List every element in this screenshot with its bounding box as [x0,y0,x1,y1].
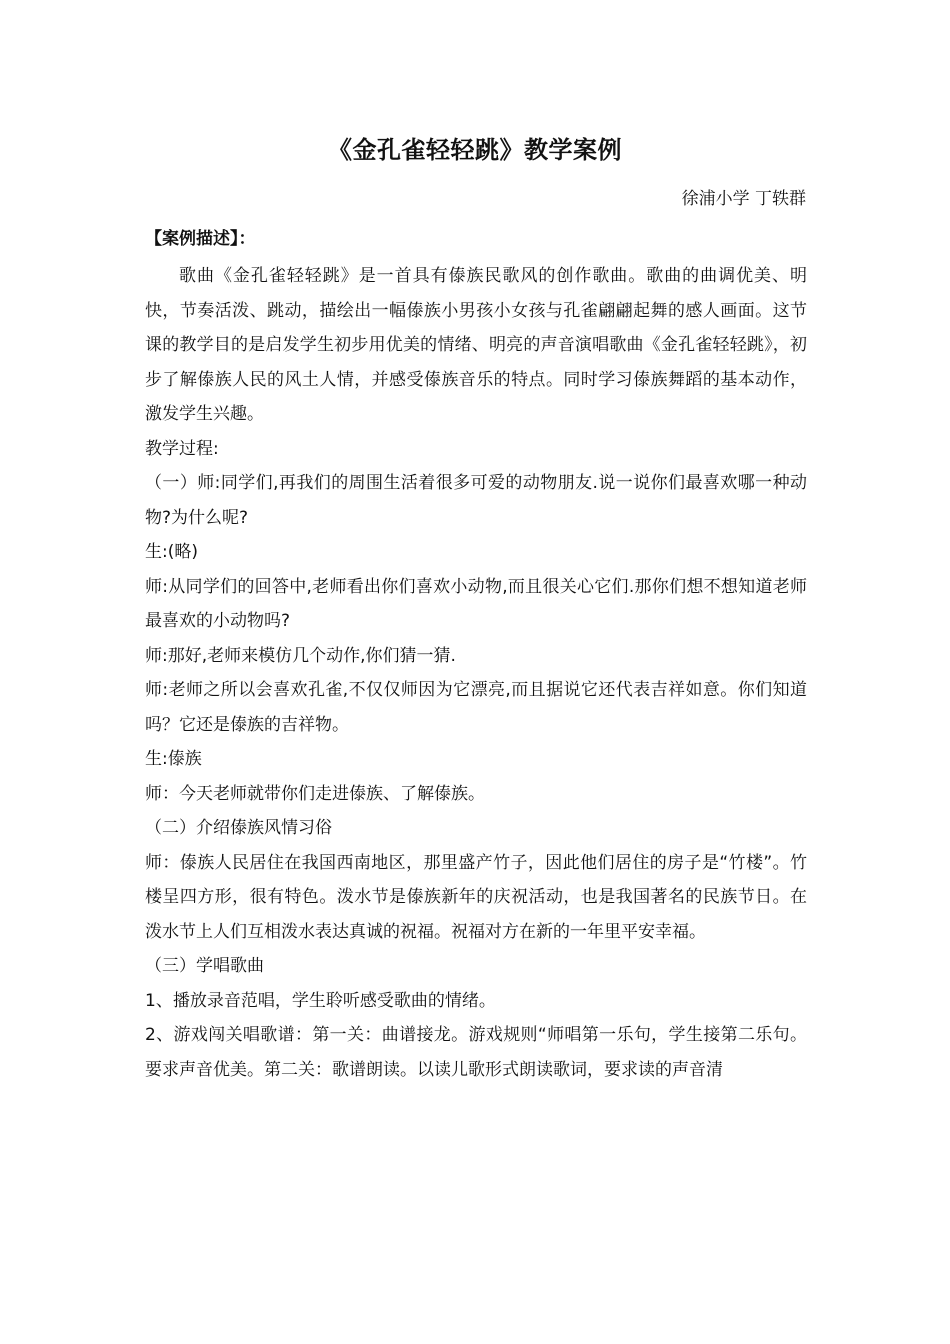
subsection-heading: （二）介绍傣族风情习俗 [145,818,332,838]
author-line: 徐浦小学 丁轶群 [681,189,806,209]
document-body [145,259,807,1087]
paragraph: （一）师:同学们,再我们的周围生活着很多可爱的动物朋友.说一说你们最喜欢哪一种动物?为什么呢? [145,473,807,528]
paragraph-process-heading: 教学过程: [145,438,219,459]
paragraph: 师:那好,老师来模仿几个动作,你们猜一猜. [145,645,456,666]
paragraph: 生:(略) [145,542,198,562]
list-item: 2、游戏闯关唱歌谱：第一关：曲谱接龙。游戏规则“师唱第一乐句，学生接第二乐句。要求声音优美。第二关：歌谱朗读。以读儿歌形式朗读歌词，要求读的声音清 [145,1025,807,1080]
section-heading: 【案例描述】： [145,229,256,249]
paragraph-intro: 歌曲《金孔雀轻轻跳》是一首具有傣族民歌风的创作歌曲。歌曲的曲调优美、明快，节奏活泼、跳动，描绘出一幅傣族小男孩小女孩与孔雀翩翩起舞的感人画面。这节课的教学目的是启发学生初步用优美的情绪、明亮的声音演唱歌曲《金孔雀轻轻跳》，初步了解傣族人民的风土人情，并感受傣族音乐的特点。同时学习傣族舞蹈的基本动作，激发学生兴趣。 [145,266,807,424]
paragraph: 师:从同学们的回答中,老师看出你们喜欢小动物,而且很关心它们.那你们想不想知道老师最喜欢的小动物吗? [145,576,807,631]
paragraph: 师:老师之所以会喜欢孔雀,不仅仅师因为它漂亮,而且据说它还代表吉祥如意。你们知道吗？它还是傣族的吉祥物。 [145,680,807,735]
subsection-heading: （三）学唱歌曲 [145,956,264,976]
paragraph: 师：傣族人民居住在我国西南地区，那里盛产竹子，因此他们居住的房子是“竹楼”。竹楼呈四方形，很有特色。泼水节是傣族新年的庆祝活动，也是我国著名的民族节日。在泼水节上人们互相泼水表达真诚的祝福。祝福对方在新的一年里平安幸福。 [145,852,807,942]
list-item: 1、播放录音范唱，学生聆听感受歌曲的情绪。 [145,990,496,1011]
paragraph: 师：今天老师就带你们走进傣族、了解傣族。 [145,783,485,804]
paragraph: 生:傣族 [145,749,202,769]
document-title: 《金孔雀轻轻跳》教学案例 [328,136,622,164]
